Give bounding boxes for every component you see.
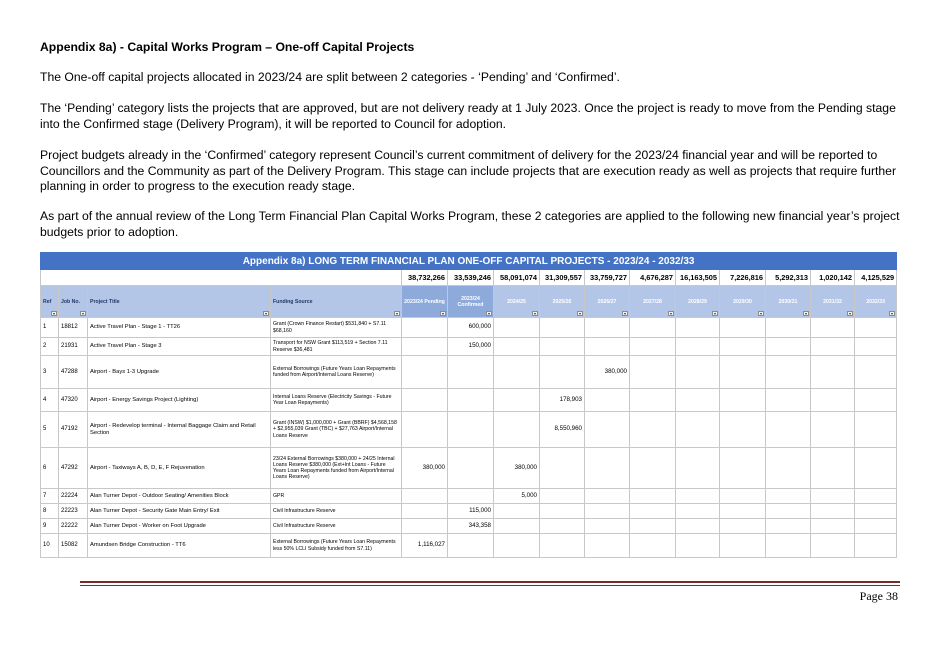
budget-value-cell [676, 389, 720, 412]
budget-value-cell [720, 489, 766, 504]
header-year[interactable] [720, 286, 766, 318]
job-cell: 22222 [59, 519, 88, 534]
budget-value-cell [855, 412, 897, 448]
totals-spacer [41, 270, 59, 286]
ref-cell: 10 [41, 534, 59, 558]
funding-source-cell: External Borrowings (Future Years Loan Repayments funded from Airport/Internal Loans Reserve) [271, 356, 402, 389]
project-title-cell: Active Travel Plan - Stage 1 - TT26 [88, 318, 271, 338]
total-value: 7,226,816 [720, 270, 766, 286]
page-heading: Appendix 8a) - Capital Works Program – One-off Capital Projects [40, 40, 415, 54]
budget-value-cell [494, 504, 540, 519]
header-year[interactable] [402, 286, 448, 318]
header-year[interactable] [766, 286, 811, 318]
header-year[interactable] [676, 286, 720, 318]
paragraph-annual-review: As part of the annual review of the Long Term Financial Plan Capital Works Program, these 2 categories are applied to the following new financial year’s project budgets prior to adoption. [40, 209, 900, 239]
budget-value-cell [402, 318, 448, 338]
budget-value-cell [855, 318, 897, 338]
budget-value-cell [811, 519, 855, 534]
budget-value-cell [494, 534, 540, 558]
budget-value-cell [720, 338, 766, 356]
total-value: 4,125,529 [855, 270, 897, 286]
budget-value-cell [402, 489, 448, 504]
funding-source-cell: 23/24 External Borrowings $380,000 + 24/25 Internal Loans Reserve $380,000 (Ext+Int Loans - Future Years Loan Repayments funded from Airport/Internal Loans Reserve) [271, 448, 402, 489]
budget-value-cell [766, 412, 811, 448]
totals-spacer [271, 270, 402, 286]
funding-source-cell: External Borrowings (Future Years Loan Repayments less 50% LCLI Subsidy funded from S7.11) [271, 534, 402, 558]
header-year[interactable] [811, 286, 855, 318]
budget-value-cell [630, 412, 676, 448]
budget-value-cell [811, 356, 855, 389]
ref-cell: 3 [41, 356, 59, 389]
table-row [41, 489, 897, 504]
budget-value-cell [540, 489, 585, 504]
ref-cell: 2 [41, 338, 59, 356]
header-year-label: 2028/29 [688, 298, 707, 305]
budget-value-cell [720, 356, 766, 389]
header-job-no[interactable] [59, 286, 88, 318]
filter-dropdown-icon[interactable] [889, 311, 895, 316]
filter-dropdown-icon[interactable] [847, 311, 853, 316]
header-year-label: 2031/32 [823, 298, 842, 305]
capital-projects-table-container [40, 252, 896, 570]
budget-value-cell [630, 489, 676, 504]
job-cell: 15082 [59, 534, 88, 558]
header-year[interactable] [494, 286, 540, 318]
project-title-cell: Alan Turner Depot - Security Gate Main Entry/ Exit [88, 504, 271, 519]
paragraph-confirmed: Project budgets already in the ‘Confirmed’ category represent Council’s current commitment of delivery for the 2023/24 financial year and will be reported to Councillors and the Community as part of the Delivery Program. This stage can include projects that are execution ready as well as projects that require further planning in order to progress to the execution ready stage. [40, 148, 897, 193]
budget-value-cell [494, 519, 540, 534]
budget-value-cell [402, 504, 448, 519]
budget-value-cell [676, 448, 720, 489]
job-cell: 47292 [59, 448, 88, 489]
total-value: 5,292,313 [766, 270, 811, 286]
totals-spacer [88, 270, 271, 286]
ref-cell: 7 [41, 489, 59, 504]
budget-value-cell [540, 448, 585, 489]
budget-value-cell [766, 356, 811, 389]
budget-value-cell [811, 448, 855, 489]
budget-value-cell [720, 504, 766, 519]
budget-value-cell [402, 356, 448, 389]
budget-value-cell [720, 448, 766, 489]
budget-value-cell [630, 448, 676, 489]
budget-value-cell [630, 338, 676, 356]
funding-source-cell: GPR [271, 489, 402, 504]
total-value: 33,759,727 [585, 270, 630, 286]
project-title-cell: Airport - Taxiways A, B, D, E, F Rejuvenation [88, 448, 271, 489]
project-title-cell: Airport - Bays 1-3 Upgrade [88, 356, 271, 389]
budget-value-cell [720, 534, 766, 558]
ref-cell: 4 [41, 389, 59, 412]
budget-value-cell [585, 489, 630, 504]
budget-value-cell [630, 534, 676, 558]
budget-value-cell: 178,903 [540, 389, 585, 412]
budget-value-cell [766, 489, 811, 504]
filter-dropdown-icon[interactable] [394, 311, 400, 316]
filter-dropdown-icon[interactable] [712, 311, 718, 316]
filter-dropdown-icon[interactable] [622, 311, 628, 316]
header-year-label: 2025/26 [552, 298, 572, 305]
budget-value-cell [494, 389, 540, 412]
filter-dropdown-icon[interactable] [577, 311, 583, 316]
paragraph-categories: The One-off capital projects allocated in 2023/24 are split between 2 categories - ‘Pending’ and ‘Confirmed’. [40, 70, 620, 84]
budget-value-cell [448, 356, 494, 389]
budget-value-cell: 150,000 [448, 338, 494, 356]
budget-value-cell [766, 534, 811, 558]
funding-source-cell: Civil Infrastructure Reserve [271, 504, 402, 519]
budget-value-cell [855, 519, 897, 534]
header-year[interactable] [855, 286, 897, 318]
ref-cell: 6 [41, 448, 59, 489]
budget-value-cell [766, 318, 811, 338]
budget-value-cell [766, 504, 811, 519]
budget-value-cell [811, 412, 855, 448]
budget-value-cell [402, 519, 448, 534]
header-funding-label: Funding Source [273, 298, 313, 305]
budget-value-cell: 380,000 [494, 448, 540, 489]
budget-value-cell [766, 448, 811, 489]
funding-source-cell: Civil Infrastructure Reserve [271, 519, 402, 534]
budget-value-cell [585, 318, 630, 338]
budget-value-cell: 8,550,960 [540, 412, 585, 448]
ref-cell: 8 [41, 504, 59, 519]
budget-value-cell [585, 412, 630, 448]
project-title-cell: Amundsen Bridge Construction - TT6 [88, 534, 271, 558]
budget-value-cell [630, 504, 676, 519]
job-cell: 18812 [59, 318, 88, 338]
budget-value-cell [855, 448, 897, 489]
budget-value-cell [811, 504, 855, 519]
table-row [41, 318, 897, 338]
filter-dropdown-icon[interactable] [51, 311, 57, 316]
project-title-cell: Alan Turner Depot - Worker on Foot Upgrade [88, 519, 271, 534]
budget-value-cell [585, 519, 630, 534]
budget-value-cell: 380,000 [402, 448, 448, 489]
budget-value-cell [855, 338, 897, 356]
budget-value-cell [585, 448, 630, 489]
budget-value-cell: 5,000 [494, 489, 540, 504]
filter-dropdown-icon[interactable] [532, 311, 538, 316]
total-value: 38,732,266 [402, 270, 448, 286]
budget-value-cell: 343,358 [448, 519, 494, 534]
budget-value-cell [402, 338, 448, 356]
budget-value-cell [540, 318, 585, 338]
budget-value-cell [855, 356, 897, 389]
table-row [41, 534, 897, 558]
budget-value-cell [402, 389, 448, 412]
header-year[interactable] [540, 286, 585, 318]
budget-value-cell [811, 534, 855, 558]
table-row [41, 338, 897, 356]
job-cell: 22223 [59, 504, 88, 519]
footer-rule-thick [80, 581, 900, 583]
budget-value-cell [766, 338, 811, 356]
total-value: 31,309,557 [540, 270, 585, 286]
budget-value-cell [676, 534, 720, 558]
budget-value-cell [585, 338, 630, 356]
budget-value-cell: 1,116,027 [402, 534, 448, 558]
filter-dropdown-icon[interactable] [668, 311, 674, 316]
budget-value-cell [676, 489, 720, 504]
table-row [41, 412, 897, 448]
job-cell: 21931 [59, 338, 88, 356]
budget-value-cell [676, 412, 720, 448]
budget-value-cell [630, 519, 676, 534]
budget-value-cell [494, 412, 540, 448]
filter-dropdown-icon[interactable] [263, 311, 269, 316]
budget-value-cell [630, 318, 676, 338]
funding-source-cell: Grant (Crown Finance Restart) $531,840 + S7.11 $68,160 [271, 318, 402, 338]
project-title-cell: Airport - Energy Savings Project (Lighting) [88, 389, 271, 412]
footer-rule-thin [80, 585, 900, 586]
budget-value-cell [448, 389, 494, 412]
budget-value-cell [630, 389, 676, 412]
table-header-row [41, 286, 897, 318]
page-number: Page 38 [859, 589, 898, 603]
budget-value-cell [676, 338, 720, 356]
filter-dropdown-icon[interactable] [758, 311, 764, 316]
budget-value-cell [540, 519, 585, 534]
budget-value-cell [448, 489, 494, 504]
total-value: 58,091,074 [494, 270, 540, 286]
total-value: 16,163,505 [676, 270, 720, 286]
budget-value-cell [720, 389, 766, 412]
budget-value-cell [448, 412, 494, 448]
budget-value-cell [494, 338, 540, 356]
job-cell: 22224 [59, 489, 88, 504]
table-row [41, 448, 897, 489]
budget-value-cell [676, 356, 720, 389]
job-cell: 47192 [59, 412, 88, 448]
project-title-cell: Alan Turner Depot - Outdoor Seating/ Amenities Block [88, 489, 271, 504]
header-year[interactable] [448, 286, 494, 318]
budget-value-cell [630, 356, 676, 389]
budget-value-cell [585, 389, 630, 412]
budget-value-cell: 380,000 [585, 356, 630, 389]
budget-value-cell [720, 412, 766, 448]
header-year-label: 2023/24 Confirmed [457, 295, 484, 308]
header-ref-label: Ref [43, 298, 52, 305]
table-row [41, 389, 897, 412]
table-row [41, 356, 897, 389]
budget-value-cell [540, 356, 585, 389]
header-ref[interactable] [41, 286, 59, 318]
totals-spacer [59, 270, 88, 286]
budget-value-cell [540, 504, 585, 519]
budget-value-cell [494, 356, 540, 389]
header-job-label: Job No. [61, 298, 81, 305]
budget-value-cell [766, 389, 811, 412]
budget-value-cell [855, 534, 897, 558]
budget-value-cell [676, 318, 720, 338]
header-year-label: 2032/33 [866, 298, 885, 305]
budget-value-cell [676, 504, 720, 519]
header-funding-source[interactable] [271, 286, 402, 318]
header-project-title[interactable] [88, 286, 271, 318]
header-year-label: 2023/24 Pending [404, 298, 445, 305]
total-value: 33,539,246 [448, 270, 494, 286]
header-year-label: 2027/28 [643, 298, 662, 305]
header-year-label: 2030/31 [778, 298, 798, 305]
header-title-label: Project Title [90, 298, 120, 305]
budget-value-cell [402, 412, 448, 448]
budget-value-cell [855, 489, 897, 504]
table-row [41, 504, 897, 519]
budget-value-cell [585, 534, 630, 558]
funding-source-cell: Grant (INSW) $1,000,000 + Grant (BBRF) $4,568,158 + $2,955,039 Grant (TBC) + $27,763 Airport/Internal Loans Reserve [271, 412, 402, 448]
budget-value-cell [811, 318, 855, 338]
filter-dropdown-icon[interactable] [80, 311, 86, 316]
budget-value-cell [720, 519, 766, 534]
table-row [41, 519, 897, 534]
total-value: 4,676,287 [630, 270, 676, 286]
capital-projects-table [40, 252, 897, 558]
budget-value-cell [811, 389, 855, 412]
budget-value-cell [855, 389, 897, 412]
filter-dropdown-icon[interactable] [486, 311, 492, 316]
job-cell: 47288 [59, 356, 88, 389]
header-year-label: 2026/27 [597, 298, 617, 305]
budget-value-cell [720, 318, 766, 338]
table-title: Appendix 8a) LONG TERM FINANCIAL PLAN ONE-OFF CAPITAL PROJECTS - 2023/24 - 2032/33 [41, 253, 897, 270]
funding-source-cell: Internal Loans Reserve (Electricity Savings - Future Year Loan Repayments) [271, 389, 402, 412]
budget-value-cell [855, 504, 897, 519]
budget-value-cell: 600,000 [448, 318, 494, 338]
budget-value-cell [811, 489, 855, 504]
total-value: 1,020,142 [811, 270, 855, 286]
project-title-cell: Airport - Redevelop terminal - Internal Baggage Claim and Retail Section [88, 412, 271, 448]
budget-value-cell [585, 504, 630, 519]
budget-value-cell [448, 448, 494, 489]
header-year[interactable] [630, 286, 676, 318]
job-cell: 47320 [59, 389, 88, 412]
project-title-cell: Active Travel Plan - Stage 3 [88, 338, 271, 356]
paragraph-pending: The ‘Pending’ category lists the projects that are approved, but are not delivery ready at 1 July 2023. Once the project is ready to move from the Pending stage into the Confirmed stage (Delivery Program), it will be reported to Council for adoption. [40, 101, 896, 131]
budget-value-cell [494, 318, 540, 338]
ref-cell: 9 [41, 519, 59, 534]
budget-value-cell: 115,000 [448, 504, 494, 519]
funding-source-cell: Transport for NSW Grant $113,519 + Section 7.11 Reserve $36,481 [271, 338, 402, 356]
budget-value-cell [540, 338, 585, 356]
filter-dropdown-icon[interactable] [803, 311, 809, 316]
budget-value-cell [448, 534, 494, 558]
table-title-row [41, 253, 897, 270]
header-year[interactable] [585, 286, 630, 318]
ref-cell: 1 [41, 318, 59, 338]
ref-cell: 5 [41, 412, 59, 448]
budget-value-cell [811, 338, 855, 356]
header-year-label: 2029/30 [733, 298, 752, 305]
table-totals-row [41, 270, 897, 286]
filter-dropdown-icon[interactable] [440, 311, 446, 316]
budget-value-cell [676, 519, 720, 534]
header-year-label: 2024/25 [507, 298, 526, 305]
budget-value-cell [766, 519, 811, 534]
budget-value-cell [540, 534, 585, 558]
